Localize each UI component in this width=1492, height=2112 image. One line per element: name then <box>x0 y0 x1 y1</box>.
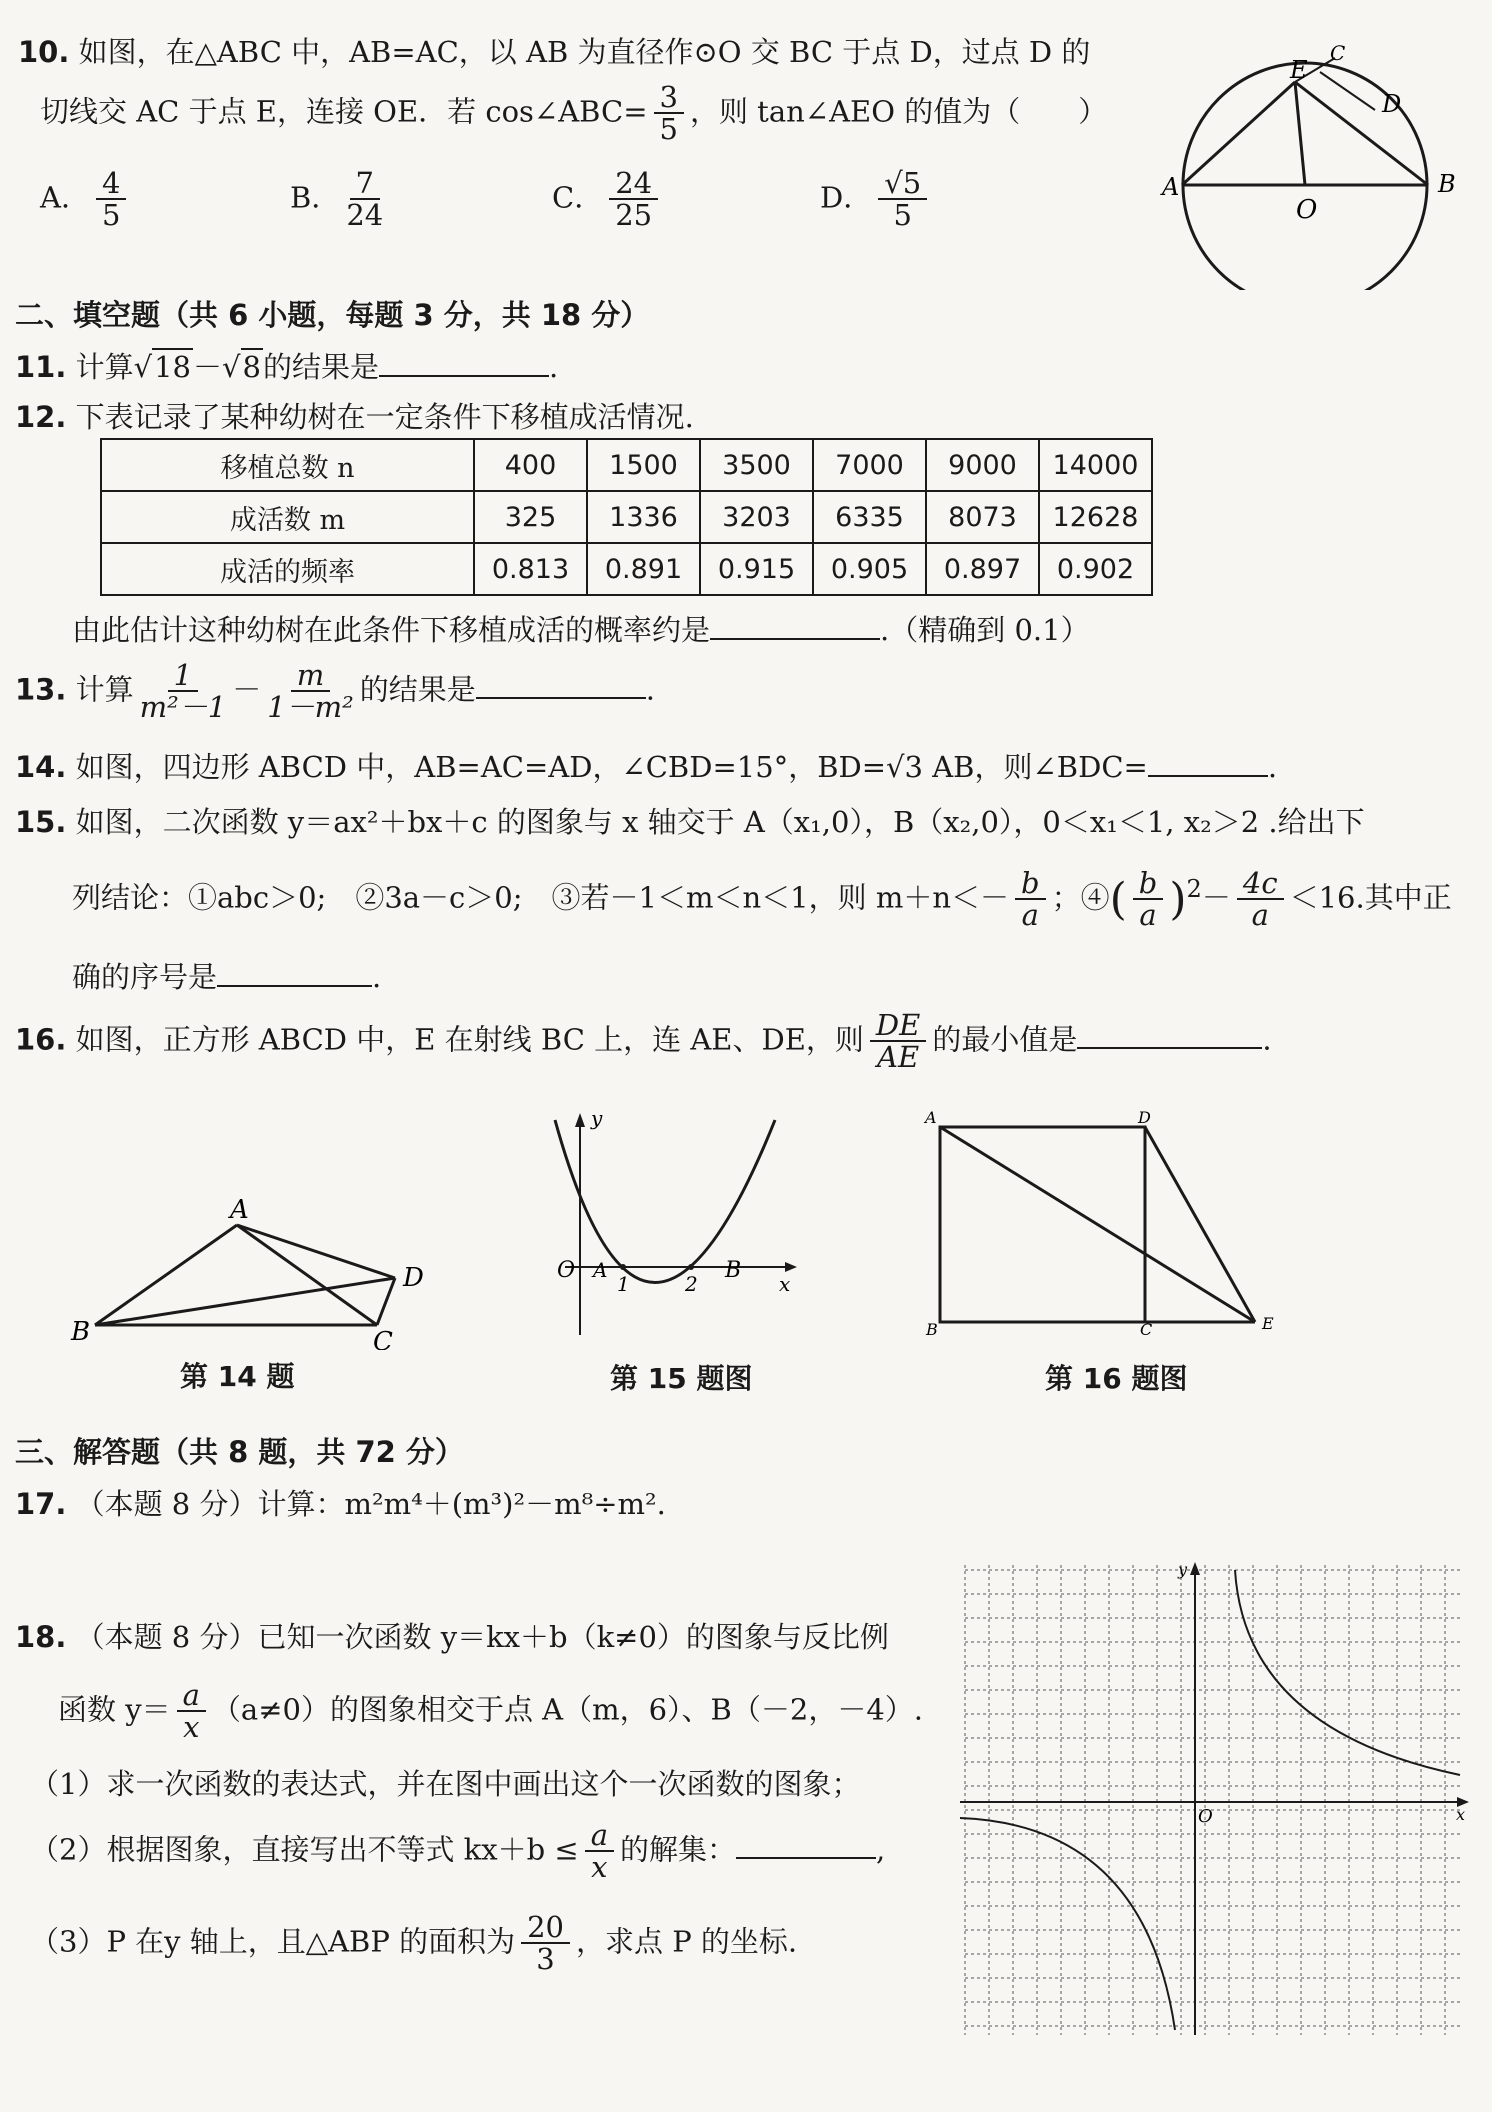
q10-fig-label-b: B <box>1438 170 1456 198</box>
svg-text:E: E <box>1262 1314 1274 1333</box>
q11-answer-blank[interactable] <box>379 349 549 377</box>
q12-table <box>100 438 1153 596</box>
fig14-quadrilateral <box>65 1190 455 1350</box>
q10-fig-label-c: C <box>1330 41 1346 65</box>
q15-line2: 列结论：①abc＞0; ②3a－c＞0; ③若－1＜m＜n＜1，则 m＋n＜－ $\frac{b}{a}$ ；④( $\frac{b}{a}$ )$^2$－ $\frac{4c}{a}$ ＜16.其中正 <box>72 866 1452 933</box>
section-3-heading: 三、解答题（共 8 题，共 72 分） <box>15 1435 464 1469</box>
q17: 17. （本题 8 分）计算：m²m⁴＋(m³)²－m⁸÷m². <box>15 1487 666 1521</box>
svg-text:O: O <box>557 1258 576 1283</box>
q18-answer-blank[interactable] <box>736 1831 876 1859</box>
q10-stem-2b: ，则 tan∠AEO 的值为（ ） <box>689 94 1108 129</box>
svg-text:A: A <box>230 1195 249 1225</box>
q14: 14. 如图，四边形 ABCD 中，AB=AC=AD，∠CBD=15°，BD=√3 AB，则∠BDC= . <box>15 750 1278 784</box>
svg-text:x: x <box>779 1272 791 1296</box>
q15-answer-blank[interactable] <box>217 959 372 987</box>
q10-option-d: D． $\frac{√5}{5}$ <box>820 168 933 231</box>
q10-line2 <box>40 82 1107 145</box>
fig16-square <box>910 1105 1300 1335</box>
q18-part3: （3）P 在y 轴上，且△ABP 的面积为 $\frac{20}{3}$ ，求点 P 的坐标. <box>30 1910 798 1977</box>
q18-coordinate-grid <box>960 1560 1470 2040</box>
svg-text:D: D <box>1138 1108 1151 1127</box>
q15-line1: 15. 如图，二次函数 y＝ax²＋bx＋c 的图象与 x 轴交于 A（x₁,0），B（x₂,0），0＜x₁＜1, x₂＞2 .给出下 <box>15 805 1365 839</box>
q10-options <box>40 168 933 231</box>
q10-option-b: B． $\frac{7}{24}$ <box>290 166 384 233</box>
section-2-heading: 二、填空题（共 6 小题，每题 3 分，共 18 分） <box>15 298 650 332</box>
svg-text:C: C <box>1140 1320 1153 1335</box>
q16: 16. 如图，正方形 ABCD 中，E 在射线 BC 上，连 AE、DE，则 $\frac{DE}{AE}$ 的最小值是 . <box>15 1008 1272 1075</box>
q11: 11. 计算√18－√8的结果是 . <box>15 350 559 384</box>
q10-circle-figure <box>1160 40 1460 290</box>
svg-text:A: A <box>593 1258 608 1282</box>
table-row: 成活的频率 0.813 0.891 0.915 0.905 0.897 0.902 <box>101 543 1152 595</box>
q18-line2: 函数 y＝ $\frac{a}{x}$ （a≠0）的图象相交于点 A（m，6）、B（－2，－4）. <box>58 1678 923 1745</box>
fig15-parabola <box>545 1105 805 1345</box>
q13: 13. 计算 $\frac{1}{\text{m²－1}}$ － $\frac{m}{\text{1－m²}}$ 的结果是 . <box>15 658 656 725</box>
caption-16: 第 16 题图 <box>1045 1362 1188 1395</box>
svg-text:O: O <box>1198 1806 1213 1827</box>
q12-question: 由此估计这种幼树在此条件下移植成活的概率约是 .（精确到 0.1） <box>72 613 1090 647</box>
q18-line1: 18. （本题 8 分）已知一次函数 y＝kx＋b（k≠0）的图象与反比例 <box>15 1620 889 1654</box>
q12-stem: 12. 下表记录了某种幼树在一定条件下移植成活情况. <box>15 400 694 434</box>
table-row: 成活数 m 325 1336 3203 6335 8073 12628 <box>101 491 1152 543</box>
q10-option-c: C． $\frac{24}{25}$ <box>552 168 820 231</box>
svg-text:B: B <box>71 1317 91 1347</box>
q10-number: 10. <box>18 35 70 69</box>
q18-part2: （2）根据图象，直接写出不等式 kx＋b ≤ $\frac{a}{x}$ 的解集： , <box>30 1818 886 1885</box>
q10-fig-label-d: D <box>1382 90 1402 118</box>
q10-option-a: A． $\frac{4}{5}$ <box>40 168 290 231</box>
svg-text:A: A <box>925 1108 937 1127</box>
svg-text:C: C <box>373 1327 393 1350</box>
q16-answer-blank[interactable] <box>1077 1021 1262 1049</box>
svg-text:y: y <box>1178 1560 1188 1579</box>
q10-fig-label-a: A <box>1162 173 1180 201</box>
table-row: 移植总数 n 400 1500 3500 7000 9000 14000 <box>101 439 1152 491</box>
q10-line1 <box>18 30 1090 71</box>
caption-15: 第 15 题图 <box>610 1362 753 1395</box>
svg-text:x: x <box>1456 1805 1466 1824</box>
q13-answer-blank[interactable] <box>476 671 646 699</box>
caption-14: 第 14 题 <box>180 1360 295 1393</box>
svg-text:B: B <box>926 1320 938 1335</box>
svg-text:2: 2 <box>685 1272 698 1296</box>
q18-part1: （1）求一次函数的表达式，并在图中画出这个一次函数的图象； <box>30 1767 861 1801</box>
q10-stem-1: 如图，在△ABC 中，AB=AC，以 AB 为直径作⊙O 交 BC 于点 D，过点 D 的 <box>78 35 1091 69</box>
q14-answer-blank[interactable] <box>1148 749 1268 777</box>
q10-cos-fraction: $\frac{3}{5}$ <box>654 82 684 145</box>
q10-fig-label-o: O <box>1296 195 1318 225</box>
q10-fig-label-e: E <box>1290 56 1308 84</box>
q10-stem-2a: 切线交 AC 于点 E，连接 OE．若 cos∠ABC= <box>40 94 648 129</box>
q12-answer-blank[interactable] <box>710 612 880 640</box>
q15-line3: 确的序号是 . <box>72 960 382 994</box>
svg-text:D: D <box>403 1263 424 1293</box>
svg-text:1: 1 <box>617 1272 630 1296</box>
svg-text:B: B <box>725 1258 742 1283</box>
svg-text:y: y <box>591 1106 603 1130</box>
